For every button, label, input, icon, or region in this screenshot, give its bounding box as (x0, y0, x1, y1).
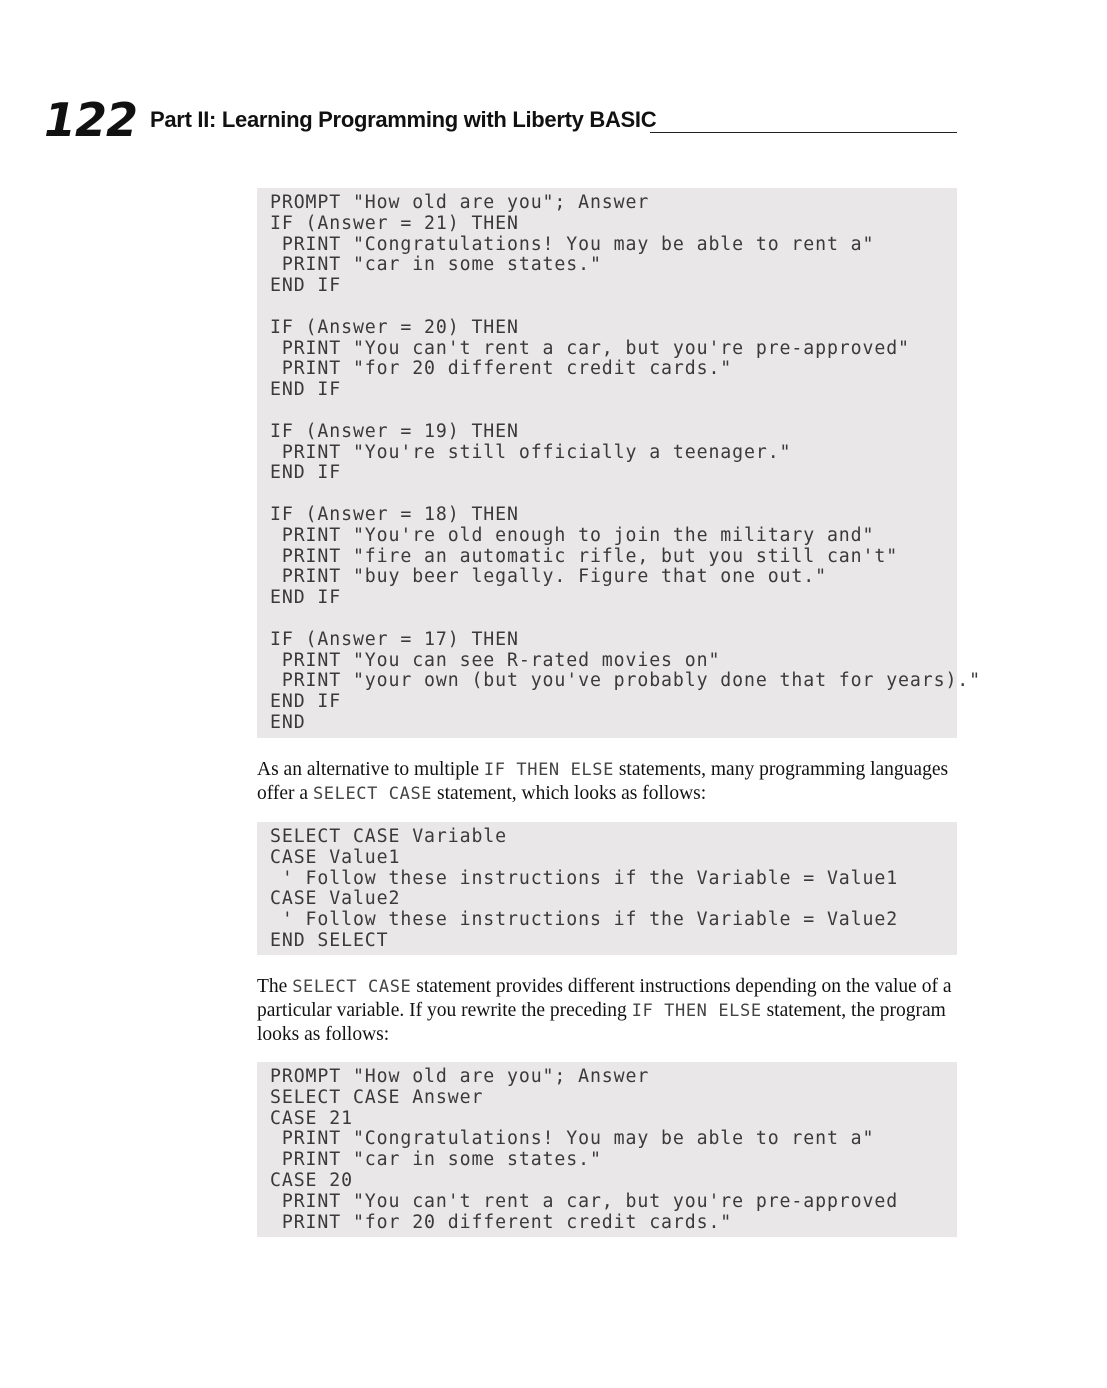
code-block-select-case-syntax (257, 822, 957, 955)
paragraph-text: statement provides different instructions depending on the value of a particular variable. If you rewrite the preceding (257, 976, 952, 1021)
code-line: CASE Value1 (270, 846, 401, 868)
code-line: PRINT "car in some states." (270, 254, 602, 276)
code-line: SELECT CASE Answer (270, 1086, 484, 1108)
paragraph-text: statement, the program looks as follows: (257, 1000, 946, 1045)
code-line: CASE Value2 (270, 888, 401, 910)
code-line: END IF (270, 275, 342, 297)
inline-code: SELECT CASE (292, 977, 412, 997)
code-block-select-case-example (257, 1062, 957, 1237)
code-line: PRINT "You're old enough to join the military and" (270, 524, 875, 546)
page-number: 122 (44, 93, 138, 147)
code-line (270, 609, 957, 630)
code-line: PRINT "for 20 different credit cards." (270, 1211, 733, 1233)
code-line: PRINT "Congratulations! You may be able to rent a" (270, 233, 875, 255)
code-line: ' Follow these instructions if the Variable = Value1 (270, 867, 899, 889)
code-line: ' Follow these instructions if the Variable = Value2 (270, 909, 899, 931)
code-line: PRINT "You can't rent a car, but you're pre-approved" (270, 337, 910, 359)
code-line: PRINT "You're still officially a teenager." (270, 441, 792, 463)
code-line: PRINT "You can see R-rated movies on" (270, 649, 721, 671)
code-line: SELECT CASE Variable (270, 826, 507, 847)
code-line: CASE 21 (270, 1107, 353, 1129)
paragraph-text: statements, many programming languages offer a (257, 759, 949, 804)
code-line (270, 484, 957, 505)
code-line: END IF (270, 691, 342, 713)
code-line: PRINT "car in some states." (270, 1149, 602, 1171)
code-line: END IF (270, 379, 342, 401)
code-line: IF (Answer = 20) THEN (270, 316, 519, 338)
header-rule (650, 132, 957, 133)
paragraph-select-case-intro (257, 758, 957, 806)
code-line: PRINT "for 20 different credit cards." (270, 358, 733, 380)
inline-code: SELECT CASE (312, 784, 433, 804)
code-line: END IF (270, 462, 342, 484)
code-line: END SELECT (270, 929, 389, 951)
paragraph-text: As an alternative to multiple (257, 759, 484, 780)
code-line: PROMPT "How old are you"; Answer (270, 192, 650, 213)
code-line: END (270, 711, 306, 733)
code-line: END IF (270, 587, 342, 609)
code-line: PROMPT "How old are you"; Answer (270, 1066, 650, 1087)
code-line: IF (Answer = 17) THEN (270, 628, 519, 650)
code-line: IF (Answer = 21) THEN (270, 212, 519, 234)
code-line (270, 297, 957, 318)
paragraph-select-case-explanation (257, 975, 957, 1046)
inline-code: IF THEN ELSE (483, 760, 614, 780)
code-block-if-then (257, 188, 981, 738)
code-line: PRINT "You can't rent a car, but you're pre-approved (270, 1190, 899, 1212)
code-line: PRINT "buy beer legally. Figure that one out." (270, 566, 827, 588)
paragraph-text: statement, which looks as follows: (432, 783, 707, 804)
code-line (270, 401, 957, 422)
code-line: PRINT "your own (but you've probably done that for years)." (270, 670, 981, 692)
code-line: PRINT "fire an automatic rifle, but you still can't" (270, 545, 899, 567)
code-line: IF (Answer = 18) THEN (270, 503, 519, 525)
inline-code: IF THEN ELSE (631, 1001, 762, 1021)
code-line: PRINT "Congratulations! You may be able to rent a" (270, 1128, 875, 1150)
code-line: CASE 20 (270, 1169, 353, 1191)
paragraph-text: The (257, 976, 293, 997)
running-head: Part II: Learning Programming with Liberty BASIC (150, 107, 657, 132)
page-header (44, 92, 957, 148)
code-line: IF (Answer = 19) THEN (270, 420, 519, 442)
